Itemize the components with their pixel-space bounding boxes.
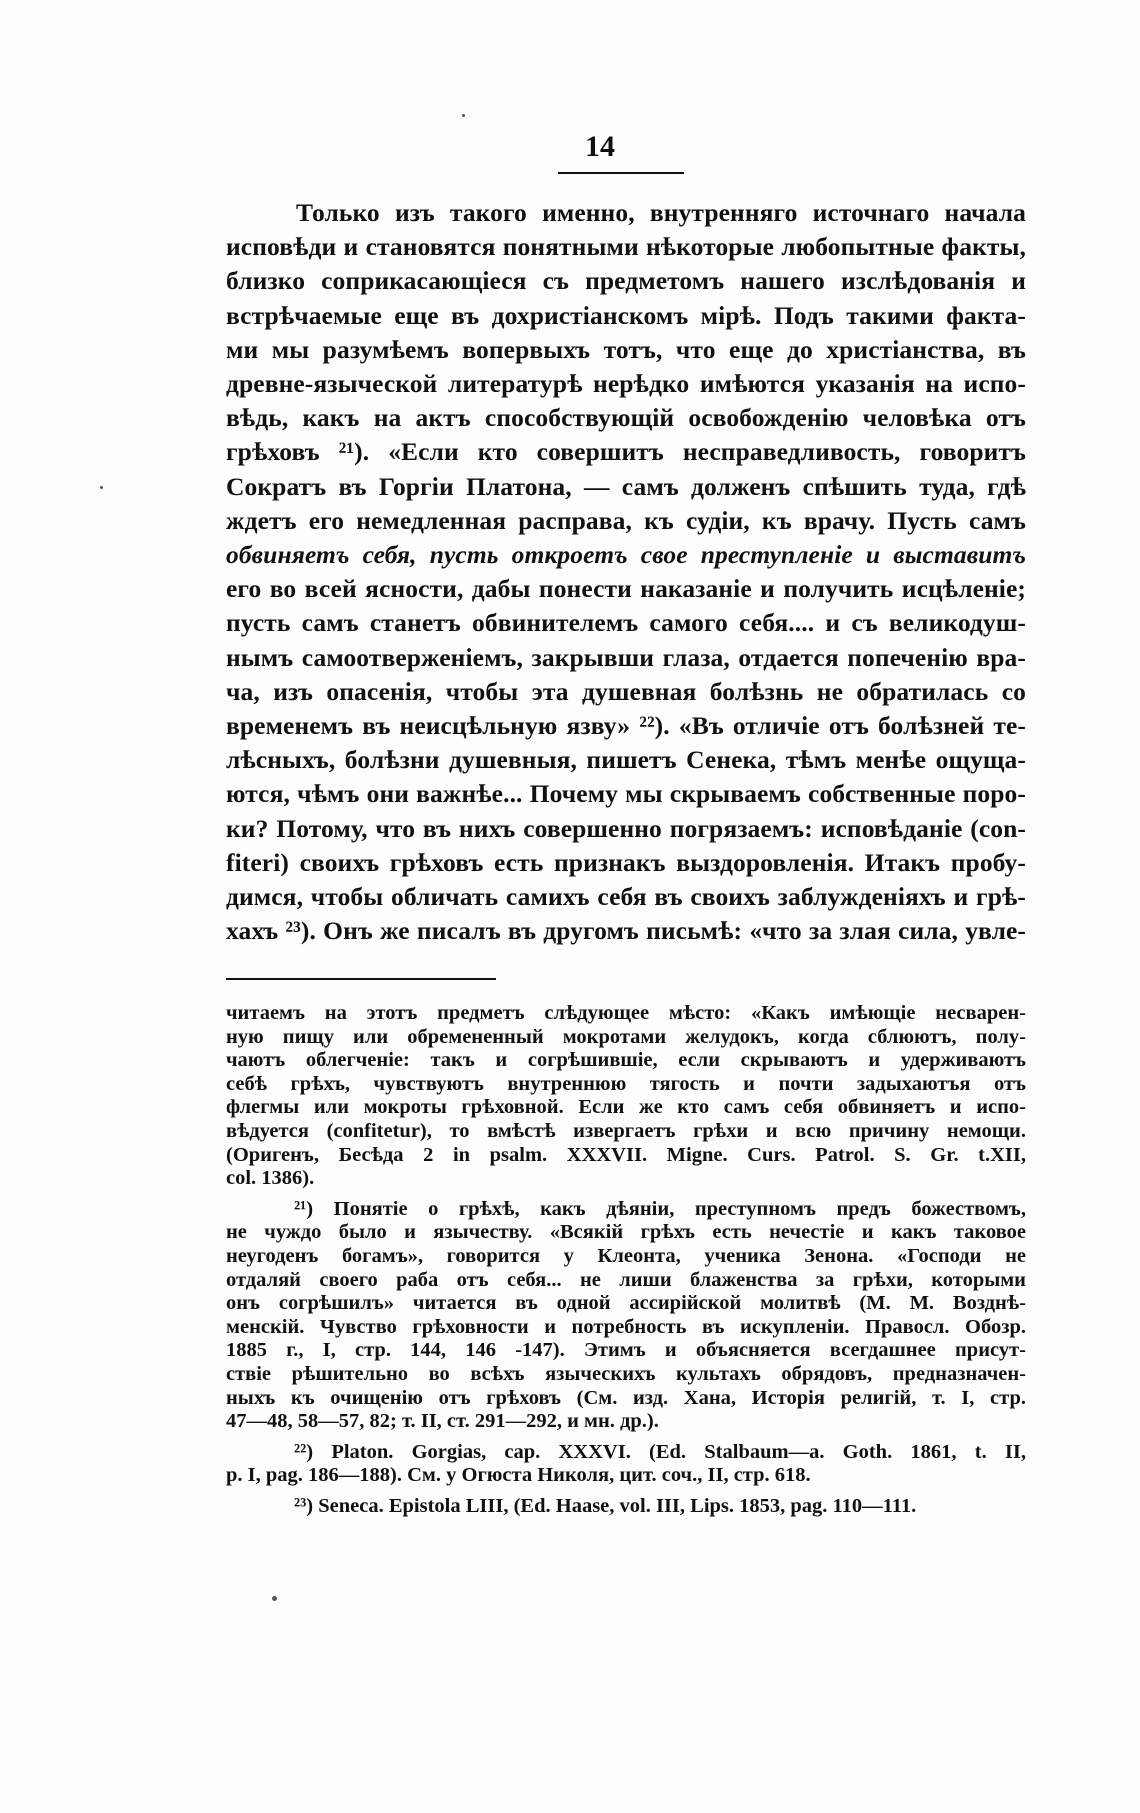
footnote-23 — [226, 1495, 1026, 1519]
text-line: ми мы разумѣемъ вопервыхъ тотъ, что еще до христіанства, въ — [226, 334, 1026, 364]
text-line: вѣдь, какъ на актъ способствующій освобожденію человѣка отъ — [226, 403, 1026, 433]
footnote-line: col. 1386). — [226, 1167, 315, 1190]
text-line: Только изъ такого именно, внутренняго источнаго начала — [296, 198, 1026, 227]
footnote-line: 47—48, 58—57, 82; т. II, ст. 291—292, и мн. др.). — [226, 1410, 659, 1433]
text-line: пусть самъ станетъ обвинителемъ самого себя.... и съ великодуш- — [226, 608, 1026, 638]
footnote-line: неугоденъ богамъ», говорится у Клеонта, ученика Зенона. «Господи не — [226, 1244, 1026, 1267]
footnote-line: ныхъ къ очищенію отъ грѣховъ (См. изд. Хана, Исторія религій, т. I, стр. — [226, 1386, 1026, 1409]
text-line: древне-языческой литературѣ нерѣдко имѣются указанія на испо- — [226, 369, 1026, 399]
text-line: исповѣди и становятся понятными нѣкоторые любопытные факты, — [226, 232, 1026, 262]
footnotes — [226, 1002, 1026, 1525]
text-line: fiteri) своихъ грѣховъ есть признакъ выздоровленія. Итакъ пробу- — [226, 847, 1026, 877]
text-line: нымъ самоотверженіемъ, закрывши глаза, отдается попеченію вра- — [226, 642, 1026, 672]
footnote-line: чаютъ облегченіе: такъ и согрѣшившіе, если скрываютъ и удерживаютъ — [226, 1049, 1026, 1072]
text-line: Сократъ въ Горгіи Платона, — самъ долженъ спѣшить туда, гдѣ — [226, 471, 1026, 501]
footnote-line: ²¹) Понятіе о грѣхѣ, какъ дѣяніи, преступномъ предъ божествомъ, — [294, 1197, 1026, 1220]
text-line: ча, изъ опасенія, чтобы эта душевная болѣзнь не обратилась со — [226, 676, 1026, 706]
text-line: близко соприкасающіеся съ предметомъ нашего изслѣдованія и — [226, 266, 1026, 296]
text-line: хахъ ²³). Онъ же писалъ въ другомъ письмѣ: «что за злая сила, увле- — [226, 916, 1026, 946]
footnote-line: читаемъ на этотъ предметъ слѣдующее мѣсто: «Какъ имѣющіе несварен- — [226, 1002, 1026, 1024]
footnote-line: (Оригенъ, Бесѣда 2 in psalm. XXXVII. Migne. Curs. Patrol. S. Gr. t.XII, — [226, 1143, 1026, 1166]
text-line: обвиняетъ себя, пусть откроетъ свое преступленіе и выставитъ — [226, 540, 1026, 570]
footnote-line: себѣ грѣхъ, чувствуютъ внутреннюю тягость и почти задыхаютъя отъ — [226, 1072, 1026, 1095]
text-line: временемъ въ неисцѣльную язву» ²²). «Въ отличіе отъ болѣзней те- — [226, 711, 1026, 741]
footnote-line: ²²) Platon. Gorgias, cap. XXXVI. (Ed. Stalbaum—a. Goth. 1861, t. II, — [294, 1440, 1026, 1463]
footnote-21 — [226, 1198, 1026, 1434]
text-line: лѣсныхъ, болѣзни душевныя, пишетъ Сенека, тѣмъ менѣе ощуща- — [226, 745, 1026, 775]
footnote-line: менскій. Чувство грѣховности и потребность въ искупленіи. Правосл. Обозр. — [226, 1315, 1026, 1338]
footnote-line: ную пищу или обремененный мокротами желудокъ, когда сблюютъ, полу- — [226, 1025, 1026, 1048]
scan-speck — [100, 486, 103, 489]
text-line: его во всей ясности, дабы понести наказаніе и получить исцѣленіе; — [226, 574, 1026, 604]
footnote-line: 1885 г., I, стр. 144, 146 -147). Этимъ и объясняется всегдашнее присут- — [226, 1339, 1026, 1362]
page-number: 14 — [585, 130, 615, 163]
text-line: ждетъ его немедленная расправа, къ судіи, къ врачу. Пусть самъ — [226, 505, 1026, 535]
footnote-line: не чуждо было и язычеству. «Всякій грѣхъ есть нечестіе и какъ таковое — [226, 1221, 1026, 1244]
footnote-line: p. I, pag. 186—188). См. у Огюста Николя, цит. соч., II, стр. 618. — [226, 1464, 811, 1487]
text-line: встрѣчаемые еще въ дохристіанскомъ мірѣ. Подъ такими факта- — [226, 300, 1026, 330]
text-line: ки? Потому, что въ нихъ совершенно погрязаемъ: исповѣданіе (con- — [226, 813, 1026, 843]
text-line: ются, чѣмъ они важнѣе... Почему мы скрываемъ собственные поро- — [226, 779, 1026, 809]
text-line: грѣховъ ²¹). «Если кто совершитъ несправедливость, говоритъ — [226, 437, 1026, 467]
footnote-line: вѣдуется (confitetur), то вмѣстѣ извергаетъ грѣхи и всю причину немощи. — [226, 1119, 1026, 1142]
footnote-line: ²³) Seneca. Epistola LIII, (Ed. Haase, vol. III, Lips. 1853, pag. 110—111. — [294, 1494, 917, 1517]
page-number-rule — [558, 172, 684, 174]
main-text — [226, 196, 1026, 948]
footnote-separator — [226, 978, 496, 980]
footnote-continuation — [226, 1002, 1026, 1191]
footnote-line: ствіе рѣшительно во всѣхъ языческихъ культахъ обрядовъ, предназначен- — [226, 1362, 1026, 1385]
scan-speck — [272, 1596, 277, 1601]
footnote-line: отдаляй своего раба отъ себя... не лиши блаженства за грѣхи, которыми — [226, 1268, 1026, 1291]
footnote-line: онъ согрѣшилъ» читается въ одной ассирійской молитвѣ (М. М. Возднѣ- — [226, 1292, 1026, 1315]
footnote-22 — [226, 1441, 1026, 1488]
footnote-line: флегмы или мокроты грѣховной. Если же кто самъ себя обвиняетъ и испо- — [226, 1096, 1026, 1119]
scan-speck — [462, 114, 465, 117]
text-line: димся, чтобы обличать самихъ себя въ своихъ заблужденіяхъ и грѣ- — [226, 882, 1026, 912]
